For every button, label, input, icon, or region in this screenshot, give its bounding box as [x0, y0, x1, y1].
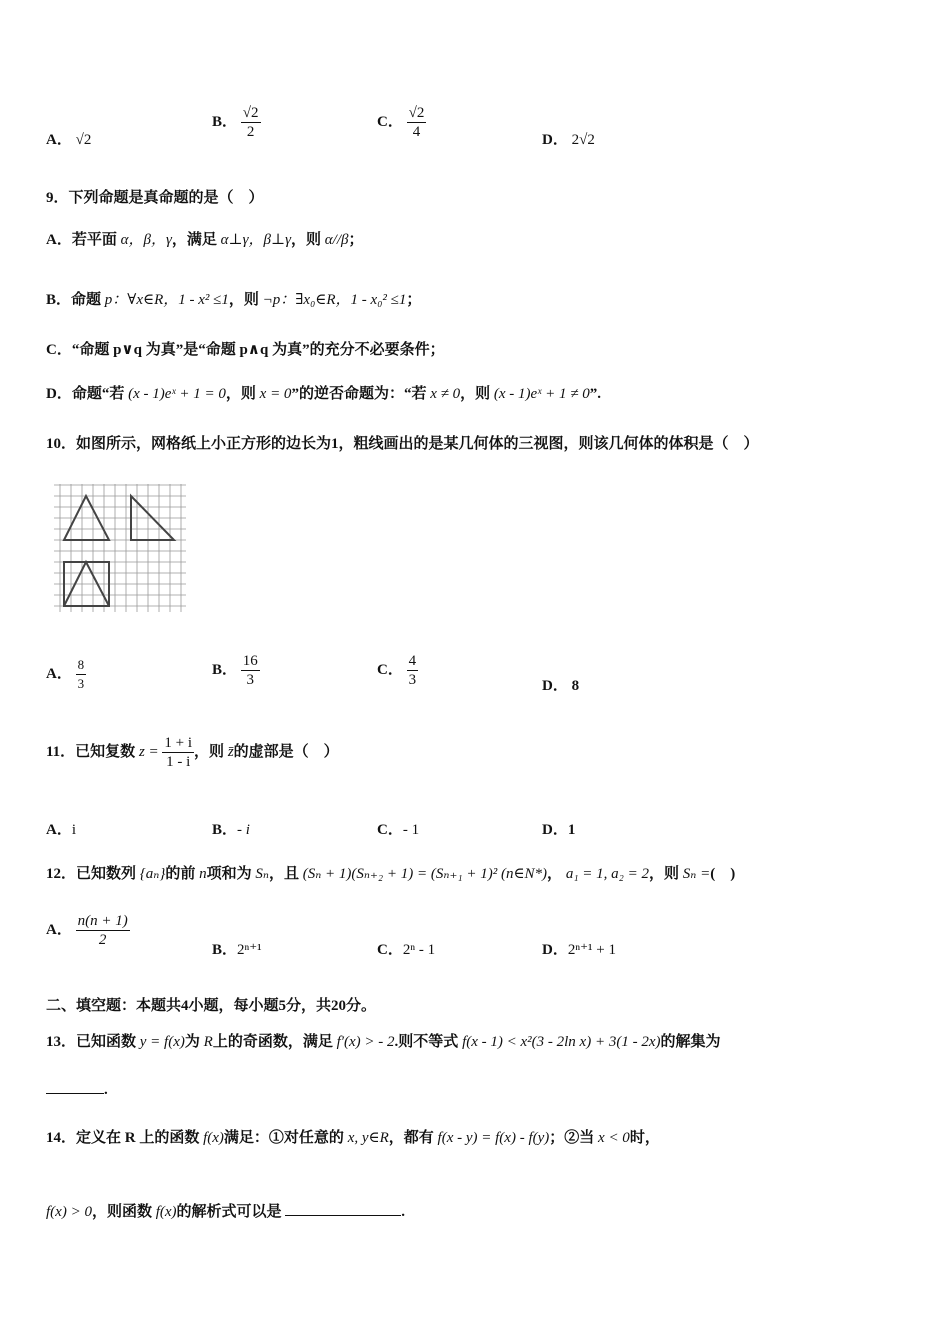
- q11-option-b: B．- i: [212, 822, 250, 838]
- q11-option-c: C．- 1: [377, 822, 420, 838]
- q11-stem: 11．已知复数 z = $\frac{1 + i}{1 - i}$ ，则 z̄的虚部是（ ）: [46, 735, 339, 770]
- fraction: $\frac{8}{3}$: [77, 657, 85, 691]
- q9-option-c: C．“命题 p∨q 为真”是“命题 p∧q 为真”的充分不必要条件；: [46, 342, 445, 358]
- math: p：∀x∈R，1 - x² ≤1: [104, 292, 229, 308]
- answer-blank: [285, 1215, 401, 1216]
- q11-option-a: A．i: [46, 822, 77, 838]
- q8-option-b: [212, 104, 261, 141]
- q10-stem: 10．如图所示，网格纸上小正方形的边长为1，粗线画出的是某几何体的三视图，则该几何体的体积是（ ）: [46, 436, 759, 452]
- q9-option-b: B．命题 p：∀x∈R，1 - x² ≤1，则 ¬p：∃x₀∈R，1 - x₀² ≤1；: [46, 292, 422, 308]
- fraction: $\frac{√2}{2}$: [242, 105, 259, 140]
- q9-option-d: D．命题“若 (x - 1)eˣ + 1 = 0，则 x = 0”的逆否命题为：“若 x ≠ 0，则 (x - 1)eˣ + 1 ≠ 0”.: [46, 386, 601, 402]
- q10-option-c: C． $\frac{4}{3}$: [377, 653, 417, 688]
- q12-option-a: A． $\frac{n(n + 1)}{2}$: [46, 913, 128, 948]
- math: Sₙ =: [682, 866, 711, 882]
- fraction: $\frac{√2}{4}$: [408, 105, 425, 140]
- fraction: $\frac{n(n + 1)}{2}$: [77, 913, 128, 948]
- q14-stem: 14．定义在 R 上的函数 f(x)满足：①对任意的 x, y∈R，都有 f(x - y) = f(x) - f(y)；②当 x < 0时，: [46, 1130, 660, 1146]
- q10-option-b: B． $\frac{16}{3}$: [212, 653, 258, 688]
- q13-answer-blank: .: [46, 1082, 108, 1099]
- math: (x - 1)eˣ + 1 ≠ 0: [493, 386, 590, 402]
- math: f(x): [203, 1130, 224, 1146]
- math: f(x - 1) < x²(3 - 2ln x) + 3(1 - 2x): [462, 1034, 661, 1050]
- math: f′(x) > - 2: [336, 1034, 395, 1050]
- math: x = 0: [259, 386, 292, 402]
- math: (Sₙ + 1)(Sₙ₊₂ + 1) = (Sₙ₊₁ + 1)² (n∈N*): [302, 866, 548, 882]
- q8-option-c: [377, 104, 426, 141]
- math: R: [203, 1034, 213, 1050]
- math: Sₙ: [255, 866, 269, 882]
- math: α，β，γ: [120, 232, 172, 248]
- math: (x - 1)eˣ + 1 = 0: [128, 386, 226, 402]
- q11-option-d: D．1: [542, 822, 576, 838]
- option-value: 2√2: [571, 132, 595, 148]
- option-label: A．: [46, 132, 72, 148]
- q14-continuation: f(x) > 0，则函数 f(x)的解析式可以是 .: [46, 1204, 406, 1220]
- math: {aₙ}: [139, 866, 166, 882]
- q12-option-d: D．2ⁿ⁺¹ + 1: [542, 942, 616, 958]
- math: x, y∈R: [347, 1130, 389, 1146]
- option-label: C．: [377, 113, 403, 130]
- math: z =: [138, 743, 159, 760]
- math: y = f(x): [139, 1034, 185, 1050]
- math: a₁ = 1, a₂ = 2: [565, 866, 649, 882]
- fraction: $\frac{4}{3}$: [408, 653, 417, 688]
- q13-stem: 13．已知函数 y = f(x)为 R上的奇函数，满足 f′(x) > - 2.则不等式 f(x - 1) < x²(3 - 2ln x) + 3(1 - 2x)的解集为: [46, 1034, 721, 1050]
- math: ¬p：∃x₀∈R，1 - x₀² ≤1: [262, 292, 407, 308]
- option-label: B．: [212, 113, 238, 130]
- section-heading: 二、填空题：本题共4小题，每小题5分，共20分。: [46, 998, 377, 1014]
- math: x ≠ 0: [430, 386, 461, 402]
- math: n: [199, 866, 207, 882]
- math: α⊥γ，β⊥γ: [220, 232, 292, 248]
- math: f(x): [155, 1204, 177, 1220]
- q9-stem: 9．下列命题是真命题的是（ ）: [46, 190, 264, 206]
- q10-option-a: A． $\frac{8}{3}$: [46, 657, 85, 691]
- math: f(x) > 0: [46, 1204, 92, 1220]
- math: α//β: [324, 232, 349, 248]
- q9-option-a: A．若平面 α，β，γ，满足 α⊥γ，β⊥γ，则 α//β；: [46, 232, 364, 248]
- math: x < 0: [598, 1130, 630, 1146]
- fraction: $\frac{1 + i}{1 - i}$: [164, 735, 193, 770]
- math: f(x - y) = f(x) - f(y): [437, 1130, 550, 1146]
- q12-option-c: C．2ⁿ - 1: [377, 942, 436, 958]
- three-view-diagram: [54, 484, 186, 614]
- q10-option-d: D． 8: [542, 678, 580, 694]
- q8-option-a: [46, 128, 91, 149]
- math: z̄: [227, 743, 234, 760]
- option-label: D．: [542, 132, 568, 148]
- q8-option-d: [542, 128, 595, 149]
- q12-stem: 12．已知数列 {aₙ}的前 n项和为 Sₙ，且 (Sₙ + 1)(Sₙ₊₂ + 1) = (Sₙ₊₁ + 1)² (n∈N*)， a₁ = 1, a₂ = 2，则 Sₙ =( ): [46, 866, 736, 882]
- option-value: √2: [75, 132, 92, 148]
- fraction: $\frac{16}{3}$: [242, 653, 258, 688]
- q12-option-b: B．2ⁿ⁺¹: [212, 942, 262, 958]
